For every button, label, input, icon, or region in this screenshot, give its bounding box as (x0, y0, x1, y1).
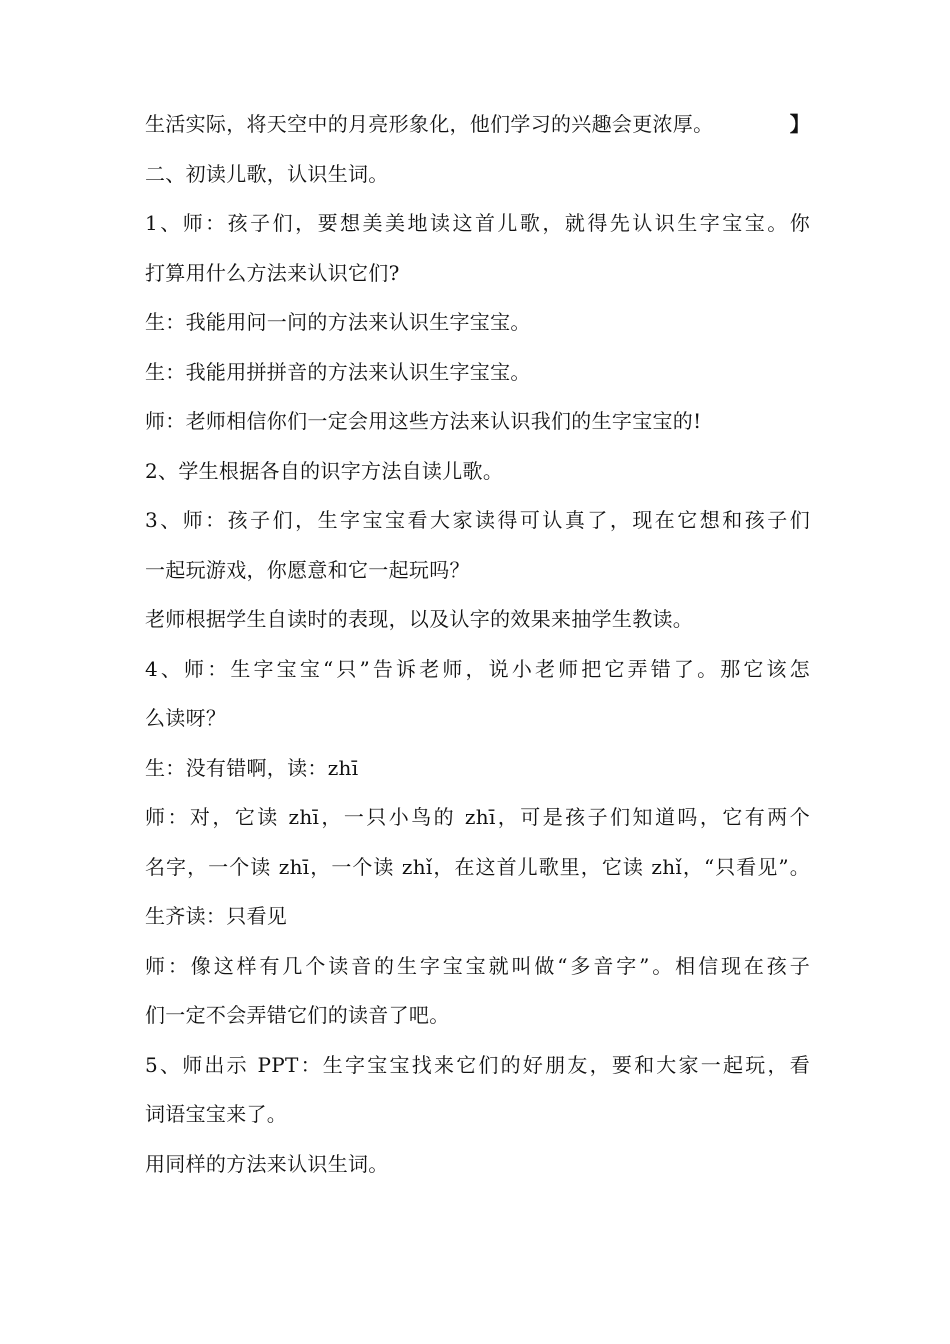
section-heading: 二、初读儿歌，认识生词。 (145, 161, 389, 186)
paragraph-line-18: 师：像这样有几个读音的生字宝宝就叫做“多音字”。相信现在孩子 (145, 953, 810, 978)
paragraph-line-13: 么读呀？ (145, 706, 227, 730)
paragraph-line-11: 老师根据学生自读时的表现，以及认字的效果来抽学生教读。 (145, 607, 694, 631)
line-text: 生活实际，将天空中的月亮形象化，他们学习的兴趣会更浓厚。 (145, 112, 714, 136)
paragraph-line-5: 生：我能用问一问的方法来认识生字宝宝。 (145, 310, 531, 334)
paragraph-line-10: 一起玩游戏，你愿意和它一起玩吗？ (145, 557, 470, 582)
paragraph-line-14: 生：没有错啊，读：zhī (145, 755, 359, 780)
paragraph-line-1 (145, 100, 810, 150)
paragraph-line-19: 们一定不会弄错它们的读音了吧。 (145, 1003, 450, 1027)
paragraph-line-4: 打算用什么方法来认识它们? (145, 260, 400, 285)
paragraph-line-3: 1、师：孩子们，要想美美地读这首儿歌，就得先认识生字宝宝。你 (145, 211, 810, 235)
paragraph-line-16: 名字，一个读 zhī，一个读 zhǐ，在这首儿歌里，它读 zhǐ，“只看见”。 (145, 854, 810, 879)
paragraph-line-21: 词语宝宝来了。 (145, 1102, 288, 1126)
paragraph-line-12: 4、师：生字宝宝“只”告诉老师，说小老师把它弄错了。那它该怎 (145, 656, 810, 681)
paragraph-line-22: 用同样的方法来认识生词。 (145, 1151, 389, 1176)
paragraph-line-15: 师：对，它读 zhī，一只小鸟的 zhī，可是孩子们知道吗，它有两个 (145, 805, 810, 829)
closing-bracket: 】 (789, 112, 810, 136)
paragraph-line-7: 师：老师相信你们一定会用这些方法来认识我们的生字宝宝的! (145, 409, 702, 433)
paragraph-line-20: 5、师出示 PPT：生字宝宝找来它们的好朋友，要和大家一起玩，看 (145, 1052, 810, 1077)
document-body (145, 100, 810, 1189)
paragraph-line-6: 生：我能用拼拼音的方法来认识生字宝宝。 (145, 359, 531, 384)
paragraph-line-8: 2、学生根据各自的识字方法自读儿歌。 (145, 458, 504, 483)
paragraph-line-17: 生齐读：只看见 (145, 904, 288, 928)
paragraph-line-9: 3、师：孩子们，生字宝宝看大家读得可认真了，现在它想和孩子们 (145, 508, 810, 532)
